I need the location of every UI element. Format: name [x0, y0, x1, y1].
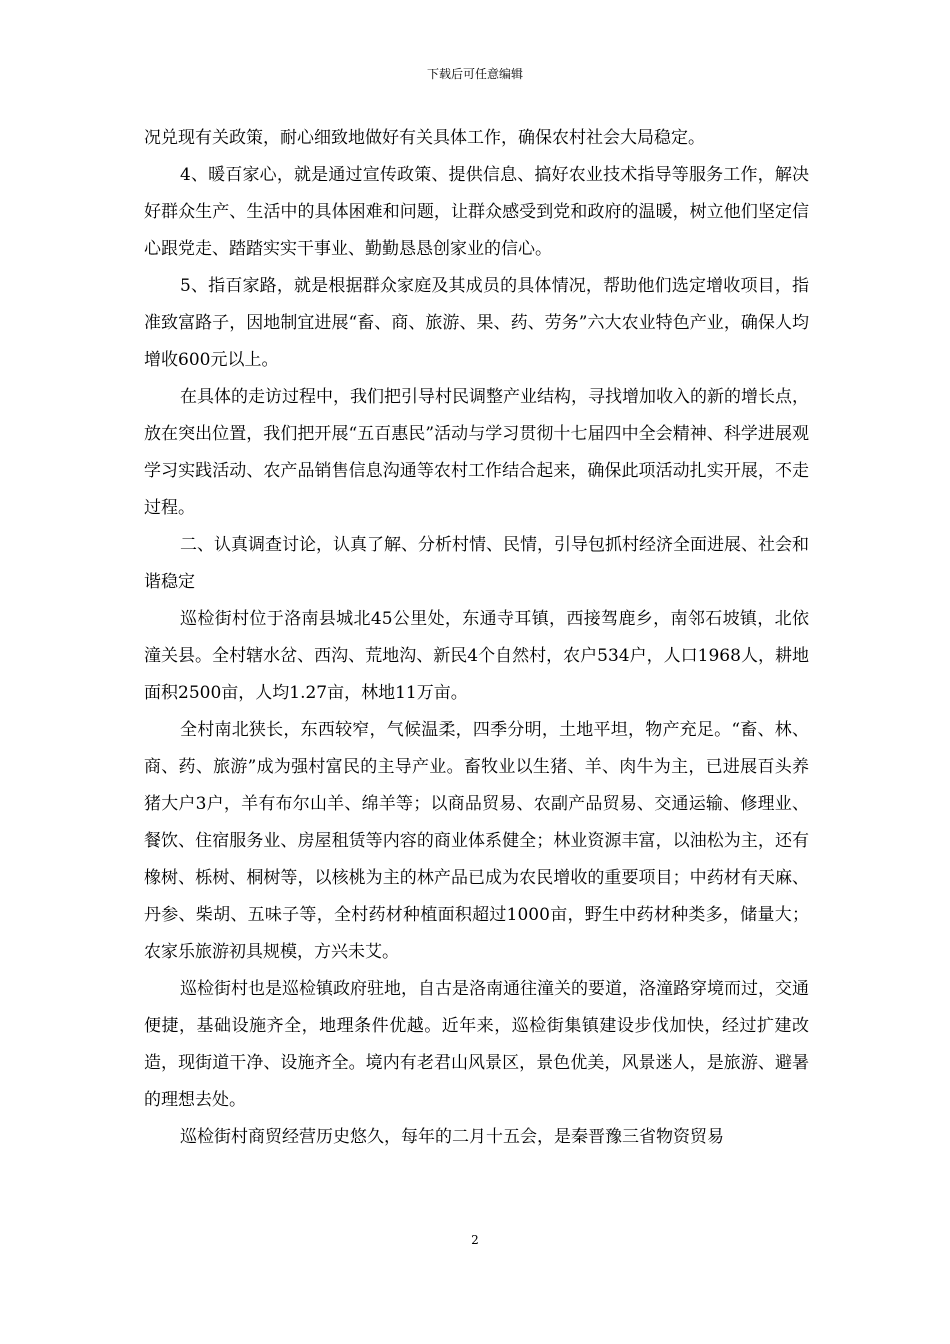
paragraph-9: 巡检街村商贸经营历史悠久，每年的二月十五会，是秦晋豫三省物资贸易 — [180, 1127, 724, 1147]
page-header: 下载后可任意编辑 — [426, 67, 523, 81]
paragraph-1: 况兑现有关政策，耐心细致地做好有关具体工作，确保农村社会大局稳定。 — [144, 128, 705, 148]
paragraph-6: 巡检街村位于洛南县城北45公里处，东通寺耳镇，西接驾鹿乡，南邻石坡镇，北依潼关县。全村辖水岔、西沟、荒地沟、新民4个自然村，农户534户，人口1968人，耕地面积2500亩，人均1.27亩，林地11万亩。 — [144, 609, 809, 703]
paragraph-8: 巡检街村也是巡检镇政府驻地，自古是洛南通往潼关的要道，洛潼路穿境而过，交通便捷，基础设施齐全，地理条件优越。近年来，巡检街集镇建设步伐加快，经过扩建改造，现街道干净、设施齐全。境内有老君山风景区，景色优美，风景迷人，是旅游、避暑的理想去处。 — [144, 979, 809, 1110]
paragraph-3: 5、指百家路，就是根据群众家庭及其成员的具体情况，帮助他们选定增收项目，指准致富路子，因地制宜进展“畜、商、旅游、果、药、劳务”六大农业特色产业，确保人均增收600元以上。 — [144, 276, 809, 370]
paragraph-4: 在具体的走访过程中，我们把引导村民调整产业结构，寻找增加收入的新的增长点，放在突出位置，我们把开展“五百惠民”活动与学习贯彻十七届四中全会精神、科学进展观学习实践活动、农产品销售信息沟通等农村工作结合起来，确保此项活动扎实开展，不走过程。 — [144, 387, 809, 518]
body-text — [144, 120, 809, 1156]
paragraph-7: 全村南北狭长，东西较窄，气候温柔，四季分明，土地平坦，物产充足。“畜、林、商、药、旅游”成为强村富民的主导产业。畜牧业以生猪、羊、肉牛为主，已进展百头养猪大户3户，羊有布尔山羊、绵羊等；以商品贸易、农副产品贸易、交通运输、修理业、餐饮、住宿服务业、房屋租赁等内容的商业体系健全；林业资源丰富，以油松为主，还有橡树、栎树、桐树等，以核桃为主的林产品已成为农民增收的重要项目；中药材有天麻、丹参、柴胡、五味子等，全村药材种植面积超过1000亩，野生中药材种类多，储量大；农家乐旅游初具规模，方兴未艾。 — [144, 720, 809, 962]
section-heading: 二、认真调查讨论，认真了解、分析村情、民情，引导包抓村经济全面进展、社会和谐稳定 — [144, 535, 809, 592]
paragraph-2: 4、暖百家心，就是通过宣传政策、提供信息、搞好农业技术指导等服务工作，解决好群众生产、生活中的具体困难和问题，让群众感受到党和政府的温暖，树立他们坚定信心跟党走、踏踏实实干事业、勤勤恳恳创家业的信心。 — [144, 165, 809, 259]
page-number: 2 — [471, 1233, 479, 1247]
